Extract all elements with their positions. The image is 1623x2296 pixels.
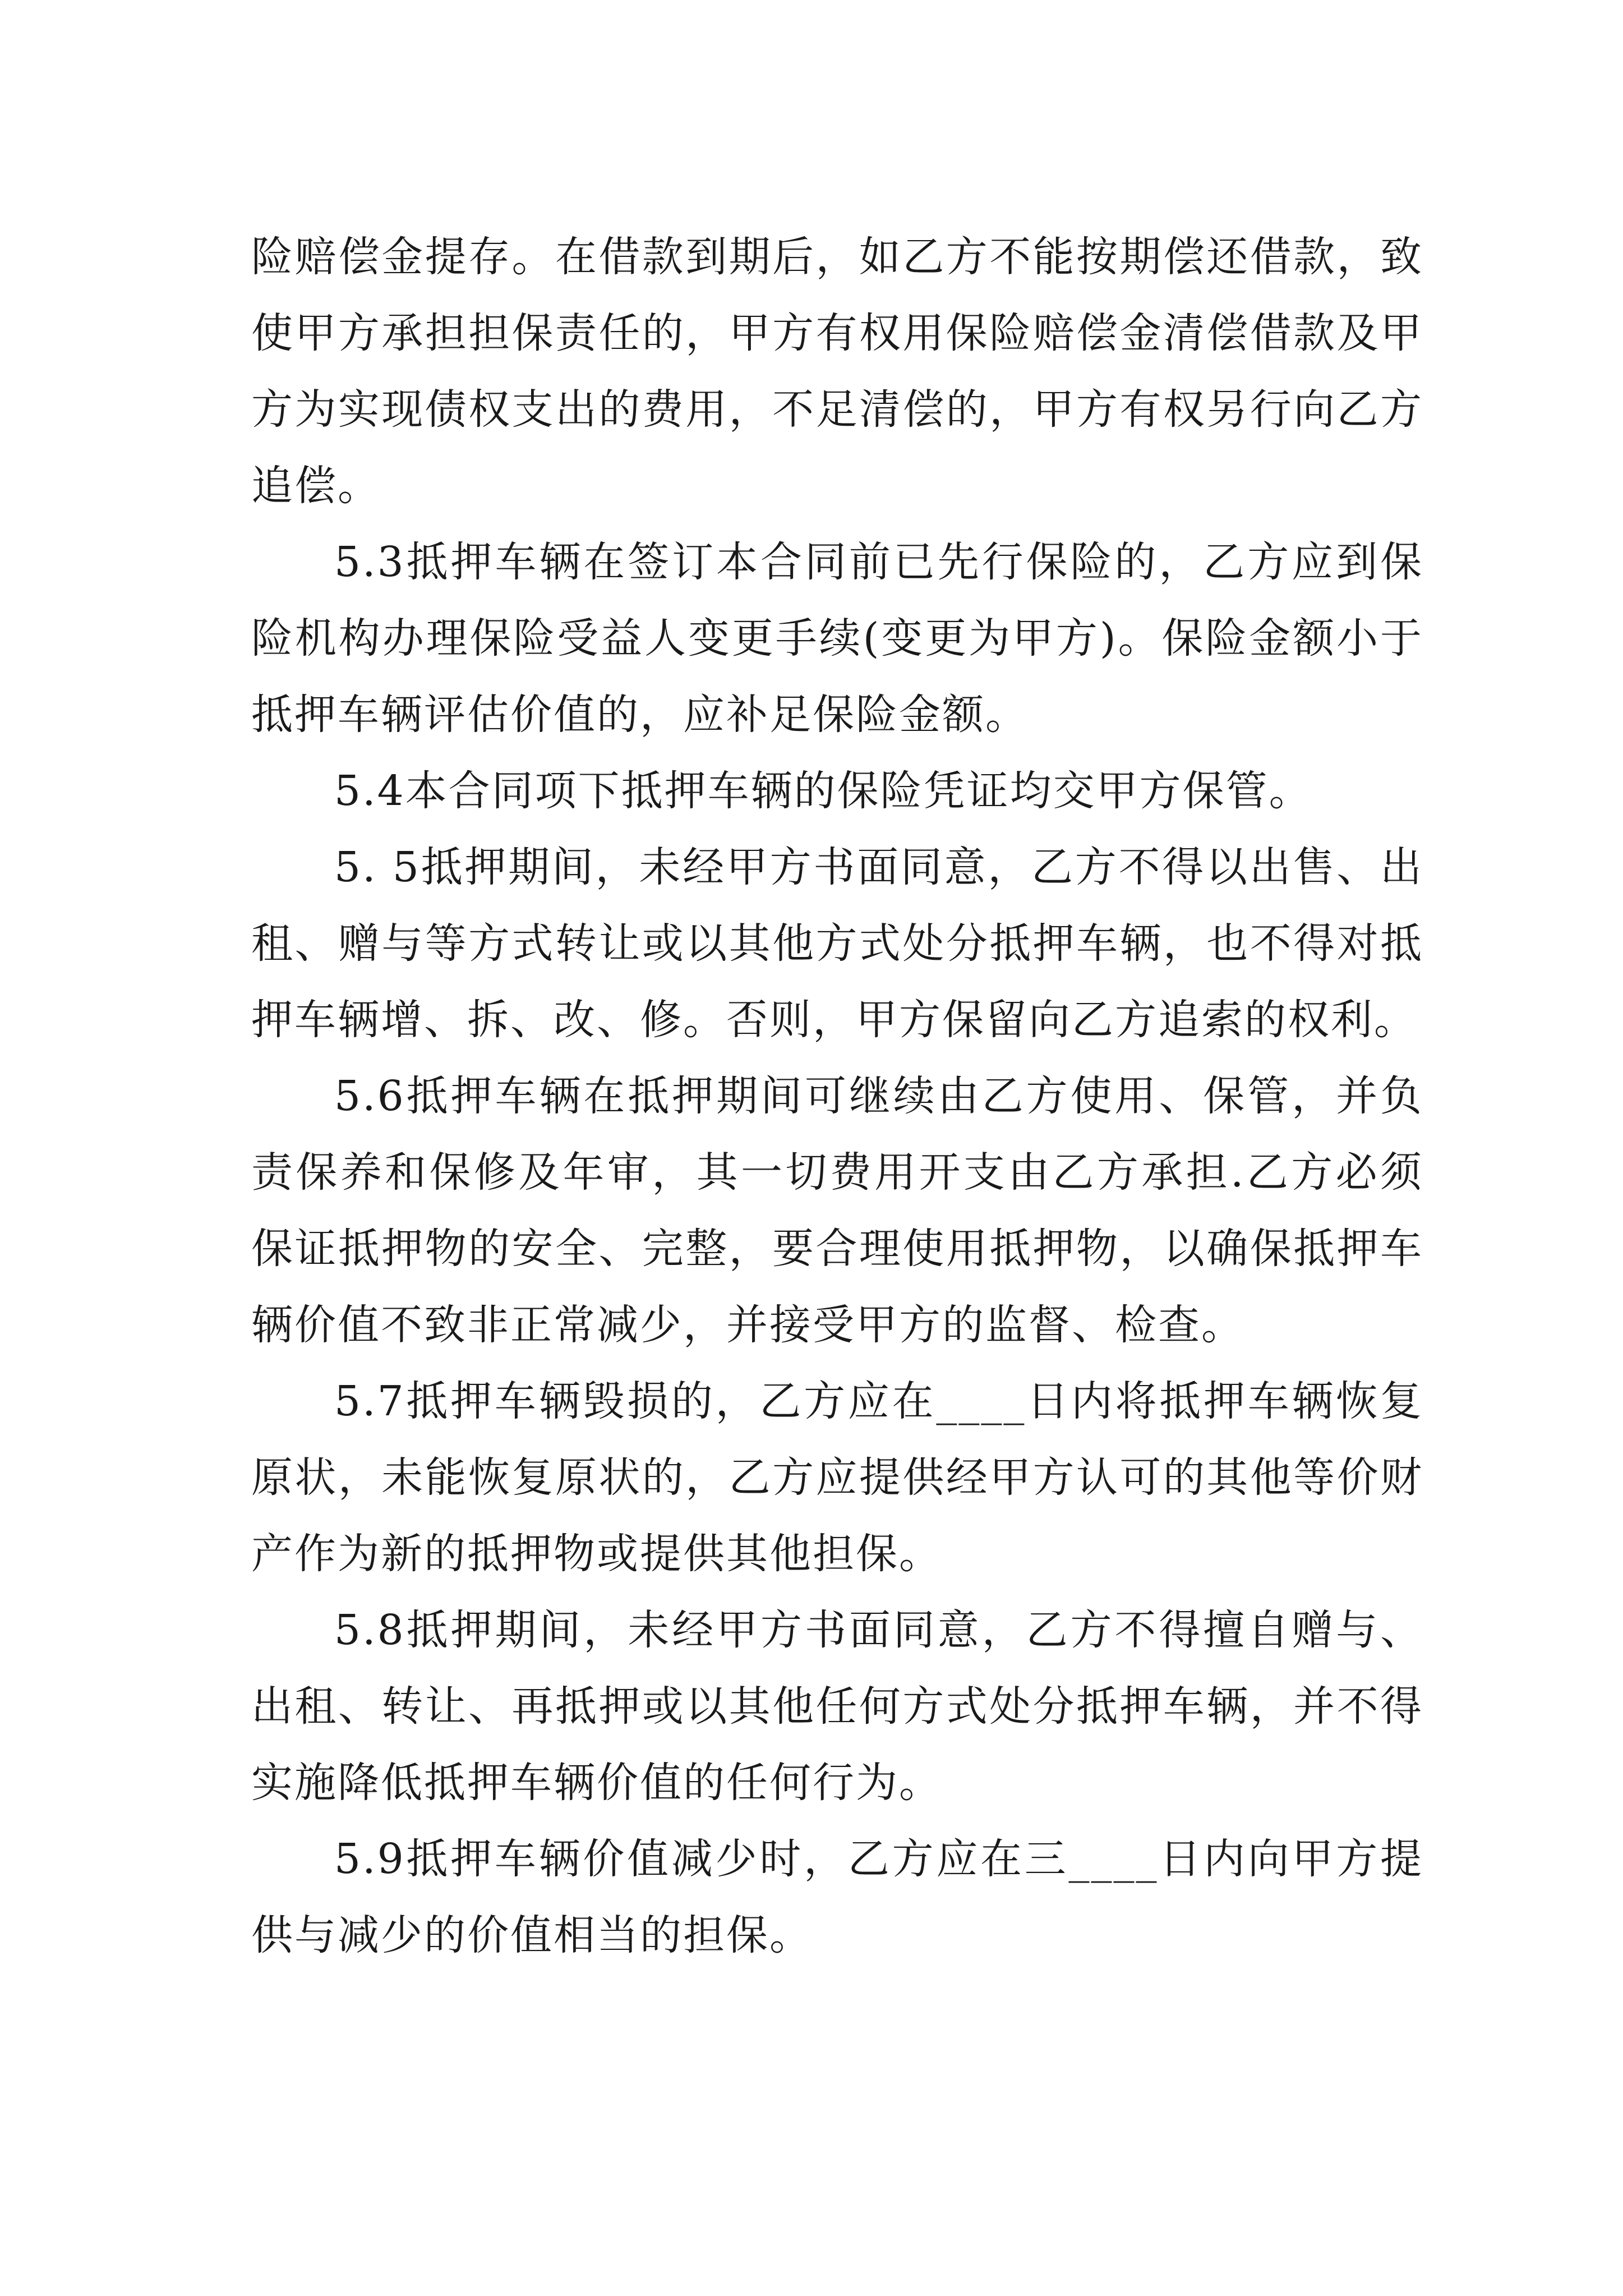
paragraph-5-8: 5.8抵押期间，未经甲方书面同意，乙方不得擅自赠与、出租、转让、再抵押或以其他任何方式处分抵押车辆，并不得实施降低抵押车辆价值的任何行为。 (251, 1606, 1423, 1807)
paragraph-5-4: 5.4本合同项下抵押车辆的保险凭证均交甲方保管。 (334, 767, 1312, 815)
paragraph-5-7: 5.7抵押车辆毁损的，乙方应在____日内将抵押车辆恢复原状，未能恢复原状的，乙方应提供经甲方认可的其他等价财产作为新的抵押物或提供其他担保。 (251, 1377, 1423, 1578)
paragraph-continuation: 险赔偿金提存。在借款到期后，如乙方不能按期偿还借款，致使甲方承担担保责任的，甲方有权用保险赔偿金清偿借款及甲方为实现债权支出的费用，不足清偿的，甲方有权另行向乙方追偿。 (251, 233, 1423, 510)
paragraph-5-9: 5.9抵押车辆价值减少时，乙方应在三____日内向甲方提供与减少的价值相当的担保。 (251, 1835, 1423, 1959)
paragraph-5-3: 5.3抵押车辆在签订本合同前已先行保险的，乙方应到保险机构办理保险受益人变更手续(变更为甲方)。保险金额小于抵押车辆评估价值的，应补足保险金额。 (251, 538, 1423, 739)
document-body (251, 219, 1423, 1973)
paragraph-5-6: 5.6抵押车辆在抵押期间可继续由乙方使用、保管，并负责保养和保修及年审，其一切费用开支由乙方承担.乙方必须保证抵押物的安全、完整，要合理使用抵押物，以确保抵押车辆价值不致非正常减少，并接受甲方的监督、检查。 (251, 1072, 1423, 1349)
paragraph-5-5: 5. 5抵押期间，未经甲方书面同意，乙方不得以出售、出租、赠与等方式转让或以其他方式处分抵押车辆，也不得对抵押车辆增、拆、改、修。否则，甲方保留向乙方追索的权利。 (251, 843, 1423, 1044)
